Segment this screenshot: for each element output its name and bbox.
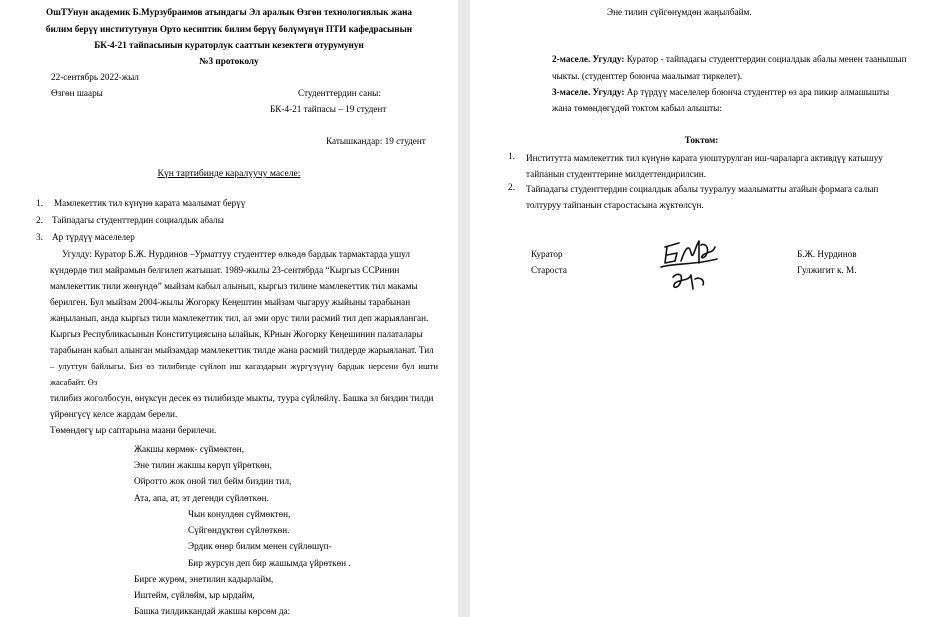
agenda-item-text: Мамлекеттик тил күнүнө карата маалымат берүү bbox=[54, 198, 246, 208]
header-line-3: БК-4-21 тайпасынын кураторлук сааттын кезектеги отурумунун bbox=[94, 40, 364, 50]
agenda-item-number: 1. bbox=[36, 198, 43, 208]
issue-3-line-2: жана төмөндөгүдөй токтом кабыл алышты: bbox=[552, 103, 722, 113]
issue-3-text: Ар түрдүү маселелер боюнча студенттер өз ара пикир алмашышты bbox=[624, 87, 890, 97]
signature-name-headman: Гулжигит к. М. bbox=[797, 265, 857, 275]
body-line: Угулду: Куратор Б.Ж. Нурдинов –Урматтуу студенттер өлкөдө бардык тармактарда ушул bbox=[62, 249, 410, 259]
issue-3-label: 3-маселе. Угулду: bbox=[552, 87, 625, 97]
poem-stanza-1 bbox=[134, 441, 291, 506]
body-line: Кыргыз Республикасынын Конституциясына ылайык, КРнын Жогорку Кеңешинин палаталары bbox=[50, 329, 423, 339]
body-line: берилген. Бул мыйзам 2004-жылы Жогорку Кеңештин мыйзам чыгаруу жыйыны тарабынан bbox=[50, 297, 411, 307]
poem-line: Бирге журөм, энетилин кадырлайм, bbox=[134, 574, 274, 584]
document-page-right bbox=[470, 0, 933, 617]
poem-line: Бир журсун деп бир жашымда үйрөткөн . bbox=[188, 557, 351, 568]
agenda-title bbox=[0, 168, 458, 179]
agenda-item bbox=[18, 195, 438, 212]
poem-line: Башка тилдиккандай жакшы көрсөм да: bbox=[134, 606, 291, 617]
agenda-item-text: Тайпадагы студенттердин социалдык абалы bbox=[52, 215, 224, 225]
issue-2-text: Куратор - тайпадагы студенттердин социалдык абалы менен таанышып bbox=[624, 54, 907, 64]
poem-stanza-2 bbox=[188, 506, 351, 571]
poem-line: Чын конулдөн сүймөктөн, bbox=[188, 509, 291, 519]
body-line: – улуттун байлыгы. Биз өз тилибизде сүйлөп иш кагаздарын жүргүзүүнү бардык нерсени бул ишти жасабайт. Өз bbox=[50, 361, 438, 387]
header-line-4: №3 протоколу bbox=[199, 56, 259, 66]
body-line: күндөрдө тил майрамын белгилеп жатышат. 1989-жылы 23-сентябрда “Кыргыз ССРинин bbox=[50, 265, 400, 275]
handwritten-signature-icon bbox=[655, 233, 725, 299]
body-line: үйрөнгүсү келсе жардам берели. bbox=[50, 409, 178, 419]
resolution-line: тайпанын студенттерине милдеттендирилсин. bbox=[526, 168, 706, 179]
agenda-list bbox=[18, 195, 438, 246]
agenda-title-text: Күн тартибинде каралуучу маселе: bbox=[157, 168, 301, 179]
resolution-line: Институтта мамлекеттик тил күнүнө карата уюштурулган иш-чараларга активдүү катышуу bbox=[526, 153, 883, 163]
poem-line: Эне тилин жакшы көрүп үйрөткөн, bbox=[134, 460, 272, 471]
body-line: жаңыланып, анда кыргыз тили мамлекеттик тил, ал эми орус тили расмий тил деп жарыяланган. bbox=[50, 313, 429, 323]
top-line: Эне тилин сүйгөнүмдөн жаңылбайм. bbox=[607, 7, 752, 17]
resolution-title: Токтом: bbox=[684, 135, 719, 145]
poem-line: Иштейм, сүйлөйм, ыр ырдайм, bbox=[134, 590, 255, 601]
poem-line: Сүйгөндүктөн сүйлөткөн. bbox=[188, 525, 290, 536]
header-line-1: ОшТУнун академик Б.Мурзубраимов атындагы Эл аралык Өзгөн технологиялык жана bbox=[45, 7, 413, 17]
body-line: тилибиз жоголбосун, өнүксүн десек өз тилибизде мыкты, туура сүйлөйлү. Башка эл биздин тилди bbox=[50, 393, 434, 403]
agenda-item-text: Ар түрдүү маселелер bbox=[52, 232, 135, 242]
issue-2-line-2: чыкты. (студенттер боюнча маалымат тиркелет). bbox=[552, 71, 743, 81]
poem-stanza-3 bbox=[134, 571, 290, 617]
group-count: БК-4-21 тайпасы – 19 студент bbox=[270, 104, 387, 114]
body-line: мамлекеттик тили жөнүндө” мыйзам кабыл алынып, кыргыз тилине мамлекеттик тил макамы bbox=[50, 281, 418, 291]
agenda-item bbox=[18, 212, 438, 229]
resolution-number: 1. bbox=[508, 151, 515, 161]
issue-2-label: 2-маселе. Угулду: bbox=[552, 54, 625, 64]
signature-name-curator: Б.Ж. Нурдинов bbox=[797, 249, 857, 259]
agenda-item-number: 3. bbox=[36, 232, 43, 242]
body-line: тарабынан кабыл алынган мыйзамдар мамлекеттик тилде жана расмий тилдерде жарыяланат. Тил bbox=[50, 345, 434, 355]
poem-line: Ата, апа, ат, эт дегенди сүйлөткөн. bbox=[134, 492, 269, 503]
resolution-line: толтуруу тайпанын старостасына жүктөлсүн. bbox=[526, 199, 704, 210]
intro-line: Төмөндөгү ыр саптарына маани берилечи. bbox=[50, 425, 217, 435]
attendees: Катышкандар: 19 студент bbox=[326, 136, 426, 146]
agenda-item bbox=[18, 229, 438, 246]
resolution-number: 2. bbox=[508, 182, 515, 192]
protocol-city: Өзгөн шаары bbox=[51, 88, 103, 98]
resolution-line: Тайпадагы студенттердин социалдык абалы тууралуу маалыматты атайын формага салып bbox=[526, 184, 879, 194]
students-count-label: Студенттердин саны: bbox=[298, 88, 381, 98]
issue-2-line-1 bbox=[552, 54, 907, 64]
issue-3-line-1 bbox=[552, 87, 889, 97]
poem-line: Эрдик өнөр билим менен сүйлөшүп- bbox=[188, 541, 332, 552]
agenda-item-number: 2. bbox=[36, 215, 43, 225]
resolution-item bbox=[526, 182, 878, 213]
resolution-item bbox=[526, 151, 883, 182]
poem-line: Ойротто жок оной тил бейм биздин тил, bbox=[134, 476, 292, 487]
header-line-2: билим берүү институтунун Орто кесиптик билим берүү бөлүмүнүн ПТИ кафедрасынын bbox=[45, 24, 413, 34]
protocol-date: 22-сентябрь 2022-жыл bbox=[51, 72, 139, 82]
signature-role-curator: Куратор bbox=[531, 249, 563, 259]
document-page-left bbox=[0, 0, 458, 617]
poem-line: Жакшы көрмөк- сүймөктөн, bbox=[134, 444, 244, 454]
signature-role-headman: Староста bbox=[531, 265, 567, 275]
body-paragraph bbox=[50, 246, 438, 438]
